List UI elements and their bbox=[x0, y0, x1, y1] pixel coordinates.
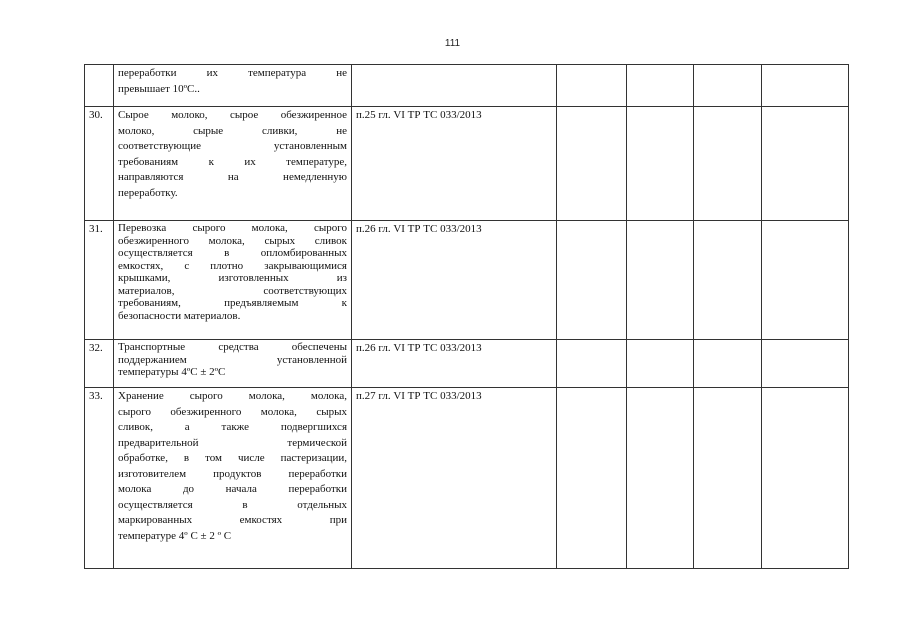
empty-answer-cell bbox=[694, 340, 762, 388]
requirement-line: требованиям к их температуре, bbox=[118, 155, 347, 168]
item-number-cell: 30. bbox=[85, 107, 114, 221]
requirement-line: обезжиренного молока, сырых сливок bbox=[118, 234, 347, 247]
requirement-line: предварительной термической bbox=[118, 436, 347, 449]
item-number-cell bbox=[85, 65, 114, 107]
requirement-line: соответствующие установленным bbox=[118, 140, 347, 152]
requirement-line: молока до начала переработки bbox=[118, 483, 347, 495]
empty-answer-cell bbox=[694, 221, 762, 340]
requirement-line: Перевозка сырого молока, сырого bbox=[118, 222, 347, 234]
empty-answer-cell bbox=[557, 107, 627, 221]
requirement-line: крышками, изготовленных из bbox=[118, 272, 347, 284]
empty-answer-cell bbox=[557, 65, 627, 107]
requirement-line-last: температуры 4ºС ± 2ºС bbox=[118, 366, 226, 378]
requirement-line-last: переработку. bbox=[118, 186, 178, 199]
requirement-cell bbox=[114, 388, 352, 569]
table-row bbox=[85, 340, 849, 388]
requirement-cell bbox=[114, 340, 352, 388]
empty-answer-cell bbox=[557, 221, 627, 340]
requirement-line: молоко, сырые сливки, не bbox=[118, 124, 347, 137]
reference-cell: п.26 гл. VI ТР ТС 033/2013 bbox=[352, 221, 557, 340]
item-number-cell: 31. bbox=[85, 221, 114, 340]
table-row bbox=[85, 107, 849, 221]
empty-answer-cell bbox=[762, 107, 849, 221]
table-row bbox=[85, 388, 849, 569]
requirement-line: емкостях, с плотно закрывающимися bbox=[118, 259, 347, 272]
requirement-line: Сырое молоко, сырое обезжиренное bbox=[118, 109, 347, 121]
requirement-line-last: превышает 10ºС.. bbox=[118, 82, 200, 95]
reference-cell: п.25 гл. VI ТР ТС 033/2013 bbox=[352, 107, 557, 221]
requirement-cell bbox=[114, 221, 352, 340]
requirement-line: материалов, соответствующих bbox=[118, 284, 347, 297]
checklist-table bbox=[84, 64, 849, 569]
table-row bbox=[85, 65, 849, 107]
requirement-line: сырого обезжиренного молока, сырых bbox=[118, 405, 347, 418]
requirement-cell bbox=[114, 65, 352, 107]
empty-answer-cell bbox=[762, 221, 849, 340]
reference-cell: п.26 гл. VI ТР ТС 033/2013 bbox=[352, 340, 557, 388]
empty-answer-cell bbox=[694, 388, 762, 569]
empty-answer-cell bbox=[627, 388, 694, 569]
empty-answer-cell bbox=[762, 388, 849, 569]
empty-answer-cell bbox=[557, 388, 627, 569]
empty-answer-cell bbox=[694, 107, 762, 221]
empty-answer-cell bbox=[762, 65, 849, 107]
requirement-line: сливок, а также подвергшихся bbox=[118, 421, 347, 433]
requirement-line: обработке, в том числе пастеризации, bbox=[118, 452, 347, 464]
empty-answer-cell bbox=[627, 65, 694, 107]
requirement-line: осуществляется в отдельных bbox=[118, 498, 347, 511]
requirement-line: направляются на немедленную bbox=[118, 171, 347, 183]
requirement-line: Транспортные средства обеспечены bbox=[118, 341, 347, 353]
reference-cell: п.27 гл. VI ТР ТС 033/2013 bbox=[352, 388, 557, 569]
empty-answer-cell bbox=[627, 107, 694, 221]
requirement-line: переработки их температура не bbox=[118, 67, 347, 79]
item-number-cell: 33. bbox=[85, 388, 114, 569]
requirement-line-last: безопасности материалов. bbox=[118, 309, 241, 322]
requirement-line-last: температуре 4º С ± 2 º С bbox=[118, 529, 232, 542]
requirement-cell bbox=[114, 107, 352, 221]
item-number-cell: 32. bbox=[85, 340, 114, 388]
requirement-line: изготовителем продуктов переработки bbox=[118, 467, 347, 480]
empty-answer-cell bbox=[694, 65, 762, 107]
requirement-line: поддержанием установленной bbox=[118, 353, 347, 366]
reference-cell bbox=[352, 65, 557, 107]
requirement-line: осуществляется в опломбированных bbox=[118, 247, 347, 259]
empty-answer-cell bbox=[627, 340, 694, 388]
empty-answer-cell bbox=[557, 340, 627, 388]
empty-answer-cell bbox=[762, 340, 849, 388]
table-row bbox=[85, 221, 849, 340]
requirement-line: Хранение сырого молока, молока, bbox=[118, 390, 347, 402]
requirement-line: требованиям, предъявляемым к bbox=[118, 297, 347, 309]
empty-answer-cell bbox=[627, 221, 694, 340]
page-number: 111 bbox=[444, 38, 461, 49]
requirement-line: маркированных емкостях при bbox=[118, 514, 347, 526]
